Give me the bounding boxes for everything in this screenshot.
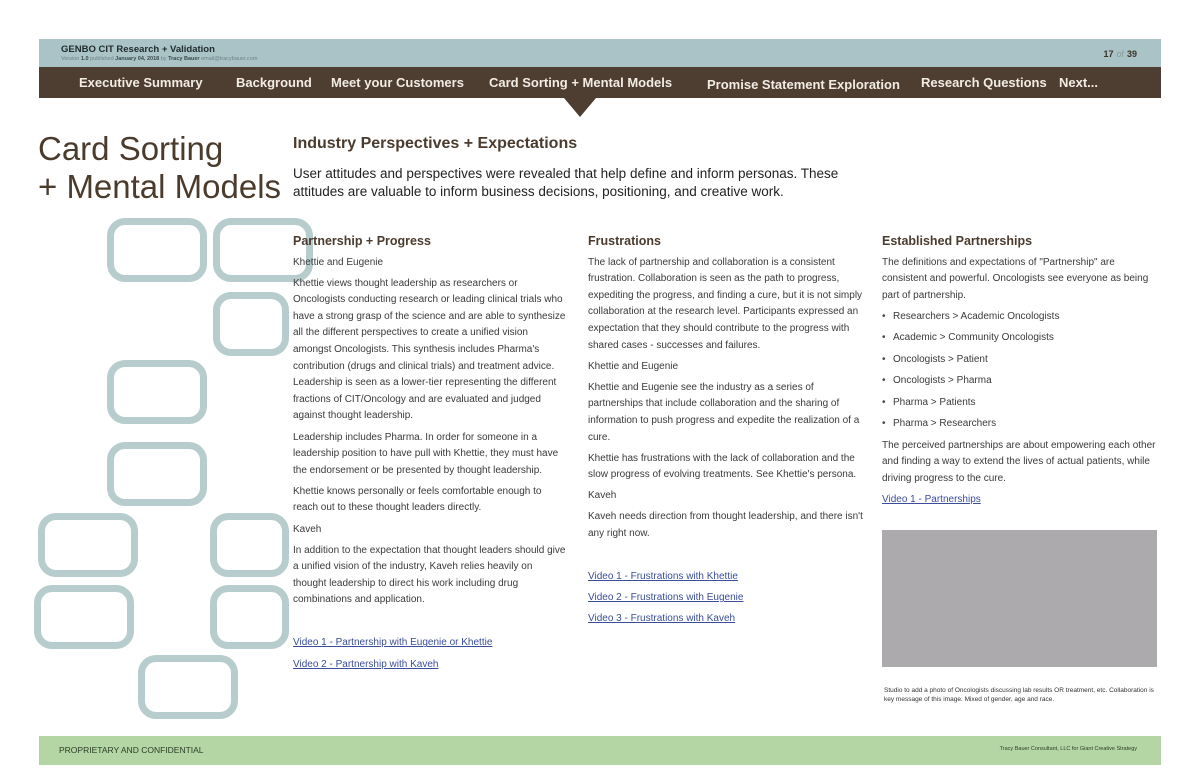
paragraph: Khettie has frustrations with the lack of collaboration and the slow progress of evolving treatments. See Khettie's persona. xyxy=(588,452,857,481)
page-heading xyxy=(38,130,281,206)
published-label: published xyxy=(90,56,114,62)
nav-next[interactable]: Next... xyxy=(1059,75,1099,90)
paragraph: The definitions and expectations of "Partnership" are consistent and powerful. Oncologists see everyone as being part of partnership. xyxy=(882,256,1149,301)
paragraph: Kaveh xyxy=(293,523,322,535)
column-title: Frustrations xyxy=(588,234,661,248)
paragraph: Kaveh needs direction from thought leadership, and there isn't any right now. xyxy=(588,511,863,539)
nav-card-sorting-mental-models[interactable]: Card Sorting + Mental Models xyxy=(489,75,673,90)
confidentiality-notice: PROPRIETARY AND CONFIDENTIAL xyxy=(59,745,204,755)
nav-research-questions[interactable]: Research Questions xyxy=(921,75,1047,90)
list-item: • Researchers > Academic Oncologists xyxy=(882,309,1162,326)
partnership-list xyxy=(882,309,1162,433)
list-item: • Oncologists > Patient xyxy=(882,352,1162,369)
list-item: • Academic > Community Oncologists xyxy=(882,330,1162,347)
decor-card-outline xyxy=(107,442,207,506)
paragraph: In addition to the expectation that thought leaders should give a unified vision of the industry, Kaveh relies heavily on thought leadership to direct his work including drug combinations and application. xyxy=(293,544,566,606)
decor-card-outline xyxy=(34,585,134,649)
video-link[interactable]: Video 2 - Partnership with Kaveh xyxy=(293,658,439,670)
author-email: email@tracybauer.com xyxy=(201,56,258,62)
document-footer xyxy=(39,736,1161,765)
section-title: Industry Perspectives + Expectations xyxy=(293,135,578,152)
video-link[interactable]: Video 1 - Partnerships xyxy=(882,494,981,506)
column-established-partnerships xyxy=(882,233,1162,513)
paragraph: The perceived partnerships are about empowering each other and finding a way to extend the lives of actual patients, while driving progress to the cure. xyxy=(882,439,1156,485)
author-name: Tracy Bauer xyxy=(168,56,200,62)
column-title: Partnership + Progress xyxy=(293,234,431,248)
paragraph: Khettie and Eugenie xyxy=(293,256,384,268)
by-label: by xyxy=(160,56,167,62)
page-current: 17 xyxy=(1103,49,1114,59)
paragraph: Khettie and Eugenie xyxy=(588,360,679,372)
column-title: Established Partnerships xyxy=(882,234,1033,248)
decor-card-outline xyxy=(213,292,289,356)
nav-promise-statement-exploration[interactable]: Promise Statement Exploration xyxy=(707,77,900,92)
photo-caption: Studio to add a photo of Oncologists discussing lab results OR treatment, etc. Collaboration is key message of this image. Mixed of gender, age and race. xyxy=(884,687,1154,703)
footer-credit: Tracy Bauer Consultant, LLC for Giant Creative Strategy xyxy=(999,746,1137,752)
active-nav-pointer xyxy=(564,98,596,117)
page-counter xyxy=(1103,49,1137,59)
decor-card-outline xyxy=(38,513,138,577)
main-navigation xyxy=(39,67,1161,98)
decor-card-outline xyxy=(107,218,207,282)
paragraph: Khettie and Eugenie see the industry as a series of partnerships that include collaboration and the sharing of information to push progress and expedite the realization of a cure. xyxy=(588,381,860,443)
paragraph: Khettie views thought leadership as researchers or Oncologists conducting research or leading clinical trials who have a strong grasp of the science and are able to synthesize all the different perspectives to create a unified vision amongst Oncologists. This synthesis includes Pharma's contribution (drugs and clinical trials) and treatment advice. Leadership is seen as a lower-tier representing the different fractions of CIT/Oncology and are evaluated and judged against thought leadership. xyxy=(293,277,566,422)
video-link[interactable]: Video 1 - Frustrations with Khettie xyxy=(588,571,738,583)
document-title: GENBO CIT Research + Validation xyxy=(61,44,215,55)
paragraph: Leadership includes Pharma. In order for someone in a leadership position to have pull with Khettie, they must have the endorsement or be presented by thought leadership. xyxy=(293,431,559,476)
photo-placeholder xyxy=(882,530,1157,667)
version-label: Version xyxy=(61,56,80,62)
list-item: • Oncologists > Pharma xyxy=(882,373,1162,390)
paragraph: Kaveh xyxy=(588,490,617,502)
document-meta xyxy=(61,56,257,62)
page-total: 39 xyxy=(1126,49,1137,59)
decor-card-outline xyxy=(210,585,289,649)
decor-card-outline xyxy=(138,655,238,719)
video-link[interactable]: Video 1 - Partnership with Eugenie or Khettie xyxy=(293,637,493,649)
decor-card-outline xyxy=(210,513,289,577)
video-link[interactable]: Video 2 - Frustrations with Eugenie xyxy=(588,592,744,604)
column-partnership-progress xyxy=(293,233,568,678)
column-frustrations xyxy=(588,233,863,632)
list-item: • Pharma > Researchers xyxy=(882,416,1162,433)
version-number: 1.0 xyxy=(80,56,89,62)
paragraph: The lack of partnership and collaboration is a consistent frustration. Collaboration is seen as the path to progress, expediting the progress, and finding a cure, but it is not simply collaboration at the research level. Participants expressed an expectation that they should contribute to the progress with shared cases - successes and failures. xyxy=(588,256,863,351)
video-link[interactable]: Video 3 - Frustrations with Kaveh xyxy=(588,613,736,625)
nav-meet-your-customers[interactable]: Meet your Customers xyxy=(331,75,464,90)
nav-background[interactable]: Background xyxy=(236,75,312,90)
page-heading-line2: + Mental Models xyxy=(38,168,282,205)
decor-card-outline xyxy=(107,360,207,424)
page-heading-line1: Card Sorting xyxy=(38,130,224,167)
intro-paragraph: User attitudes and perspectives were revealed that help define and inform personas. These attitudes are valuable to inform business decisions, positioning, and creative work. xyxy=(293,166,839,199)
list-item: • Pharma > Patients xyxy=(882,395,1162,412)
paragraph: Khettie knows personally or feels comfortable enough to reach out to these thought leaders directly. xyxy=(293,485,542,514)
page-of: of xyxy=(1116,49,1124,59)
document-header xyxy=(39,39,1161,67)
nav-executive-summary[interactable]: Executive Summary xyxy=(79,75,203,90)
published-date: January 04, 2018 xyxy=(115,56,160,62)
